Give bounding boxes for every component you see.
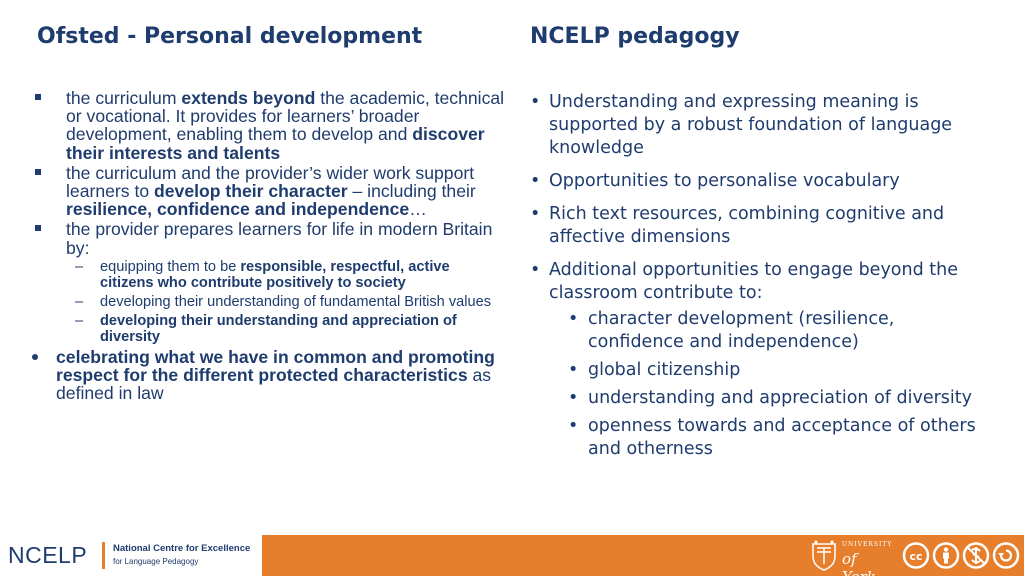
round-bullet-icon — [32, 354, 38, 360]
ncelp-item-2: • Opportunities to personalise vocabulary — [530, 171, 900, 191]
bullet-icon: • — [530, 92, 541, 112]
cc-license-badge — [902, 541, 1020, 570]
bullet-icon: • — [568, 309, 579, 329]
dash-bullet-icon: – — [75, 293, 84, 310]
ofsted-item-3: the provider prepares learners for life in modern Britain by: – equipping them to be responsible, respectful, active citizens who contribute positively to society – developing their understanding of fundamental British values – developing their understanding and appreciation of diversity — [30, 220, 506, 344]
cc-icon — [904, 544, 928, 568]
left-title: Ofsted - Personal development — [37, 24, 423, 49]
bullet-icon: • — [530, 171, 541, 191]
ncelp-item-3: • Rich text resources, combining cognitive and affective dimensions — [530, 204, 945, 247]
york-name-text: of York — [842, 550, 876, 586]
square-bullet-icon — [35, 169, 41, 175]
attribution-icon — [934, 544, 958, 568]
logo-line-1: National Centre for Excellence — [113, 543, 251, 554]
bullet-icon: • — [568, 360, 579, 380]
ncelp-subitem-1: • character development (resilience, confidence and independence) — [568, 309, 895, 352]
ncelp-list — [530, 91, 990, 471]
ofsted-item-1: the curriculum extends beyond the academic, technical or vocational. It provides for learners’ broader development, enabling them to develop and discover their interests and talents — [30, 89, 506, 162]
ofsted-list — [30, 89, 506, 404]
ncelp-subitem-4: • openness towards and acceptance of others and otherness — [568, 416, 976, 459]
ncelp-logo — [0, 535, 262, 576]
square-bullet-icon — [35, 94, 41, 100]
bullet-icon: • — [530, 204, 541, 224]
ncelp-sublist — [549, 308, 990, 461]
ncelp-logo-text: NCELP — [8, 542, 88, 568]
ncelp-item-4: • Additional opportunities to engage beyond the classroom contribute to: • character development (resilience, confidence and independence) • global citizenship • understanding and appreciation of diversity • openness towards and acceptance of others and otherness — [530, 259, 990, 461]
right-title: NCELP pedagogy — [530, 24, 740, 49]
logo-line-2: for Language Pedagogy — [113, 557, 199, 566]
ncelp-item-1: • Understanding and expressing meaning is supported by a robust foundation of language knowledge — [530, 92, 953, 158]
svg-text:cc: cc — [909, 550, 923, 563]
footer-bar — [0, 535, 1024, 586]
square-bullet-icon — [35, 225, 41, 231]
york-university-text: UNIVERSITY — [842, 541, 893, 548]
noncommercial-icon — [964, 544, 988, 568]
dash-bullet-icon: – — [75, 258, 84, 275]
bullet-icon: • — [568, 388, 579, 408]
ofsted-subitem-3: – developing their understanding and appreciation of diversity — [75, 312, 457, 345]
logo-divider — [102, 542, 105, 569]
ofsted-subitem-1: – equipping them to be responsible, respectful, active citizens who contribute positively to society — [75, 258, 450, 291]
ofsted-subitem-2: – developing their understanding of fundamental British values — [75, 293, 492, 310]
sharealike-icon — [994, 544, 1018, 568]
ncelp-subitem-3: • understanding and appreciation of diversity — [568, 388, 972, 408]
york-logo — [810, 538, 893, 586]
ncelp-subitem-2: • global citizenship — [568, 360, 741, 380]
ofsted-item-2: the curriculum and the provider’s wider work support learners to develop their character – including their resilience, confidence and independence… — [30, 164, 506, 219]
dash-bullet-icon: – — [75, 312, 84, 329]
crest-icon — [810, 540, 838, 571]
ofsted-item-4: celebrating what we have in common and promoting respect for the different protected characteristics as defined in law — [30, 348, 506, 403]
bullet-icon: • — [530, 260, 541, 280]
ofsted-sublist — [66, 259, 506, 345]
bullet-icon: • — [568, 416, 579, 436]
